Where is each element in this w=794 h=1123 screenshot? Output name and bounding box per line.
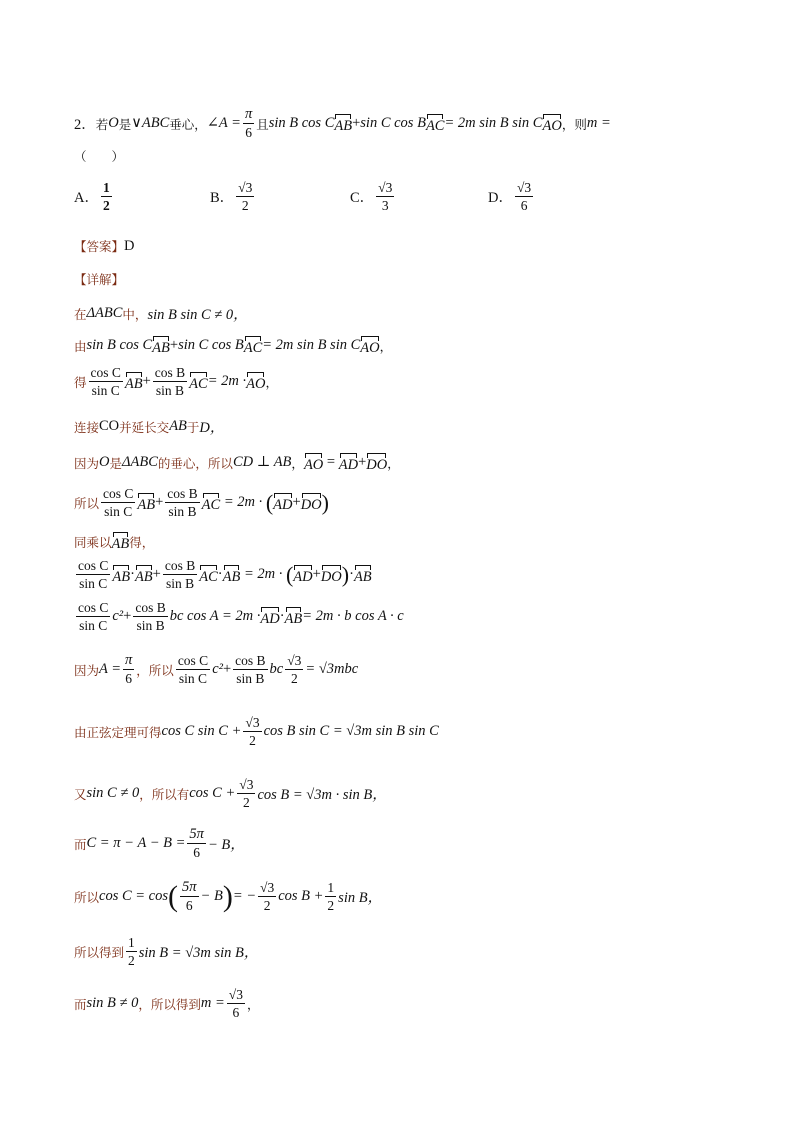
answer-line bbox=[74, 237, 135, 255]
solution-line-16: 而 sin B ≠ 0 ，所以得到 m = $\frac{√3}{6}$ ， bbox=[74, 987, 260, 1020]
solution-line-3: 得 $\frac{\text{cos C}}{\text{sin C}}$ AB + $\frac{\text{cos B}}{\text{sin B}}$ AC = 2m · AO ， bbox=[74, 365, 278, 398]
vector-ao: AO bbox=[542, 112, 561, 135]
option-c[interactable]: C． $\frac{√3}{3}$ bbox=[350, 180, 393, 213]
question-number: 2． bbox=[74, 117, 96, 133]
solution-line-13: 而 C = π − A − B = $\frac{5\pi}{6}$ − B， bbox=[74, 826, 245, 860]
answer-value: D bbox=[124, 237, 135, 254]
question-paren: （ ） bbox=[74, 149, 125, 164]
option-d[interactable]: D． $\frac{√3}{6}$ bbox=[488, 180, 532, 213]
option-a[interactable]: A． $\frac{1}{2}$ bbox=[74, 180, 110, 213]
solution-line-2: 由 sin B cos C AB + sin C cos B AC = 2m sin B sin C AO ， bbox=[74, 334, 392, 357]
vector-ac: AC bbox=[426, 112, 445, 135]
solution-line-9: $\frac{\text{cos C}}{\text{sin C}}$ c² + $\frac{\text{cos B}}{\text{sin B}}$ bc cos A = 2m · AD · AB = 2m · b cos A · c bbox=[78, 600, 404, 633]
option-b[interactable]: B． $\frac{√3}{2}$ bbox=[210, 180, 253, 213]
solution-line-4: 连接 CO 并延长交 AB 于 D， bbox=[74, 418, 225, 436]
solution-line-6: 所以 $\frac{\text{cos C}}{\text{sin C}}$ AB + $\frac{\text{cos B}}{\text{sin B}}$ AC = 2m · ( AD + DO ) bbox=[74, 486, 329, 519]
solution-line-14: 所以 cos C = cos ( $\frac{5\pi}{6}$ − B ) = − $\frac{√3}{2}$ cos B + $\frac{1}{2}$ sin B， bbox=[74, 879, 383, 913]
solution-line-8: $\frac{\text{cos C}}{\text{sin C}}$ AB · AB + $\frac{\text{cos B}}{\text{sin B}}$ AC · AB = 2m · ( AD + DO ) · AB bbox=[78, 558, 372, 591]
solution-line-10: 因为 A = $\frac{\pi}{6}$ ，所以 $\frac{\text{cos C}}{\text{sin C}}$ c² + $\frac{\text{cos B}}{\text{sin B}}$ bc $\frac{√3}{2}$ = √3mbc bbox=[74, 652, 359, 686]
solution-line-15: 所以得到 $\frac{1}{2}$ sin B = √3m sin B， bbox=[74, 935, 259, 968]
solution-line-5: 因为 O 是 ΔABC 的垂心，所以 CD ⊥ AB ， AO = AD + DO ， bbox=[74, 451, 400, 474]
detail-label: 【详解】 bbox=[74, 272, 125, 287]
solution-line-11: 由正弦定理可得 cos C sin C + $\frac{√3}{2}$ cos B sin C = √3m sin B sin C bbox=[74, 715, 439, 748]
vector-ab: AB bbox=[334, 112, 352, 135]
question-line: 2． 若 O 是 ∨ABC 垂心， ∠A = $\frac{\pi}{6}$ 且 sin B cos C AB + sin C cos B AC = 2m sin B sin C AO ，则 m = bbox=[74, 106, 611, 140]
answer-label: 【答案】 bbox=[74, 239, 125, 254]
solution-line-12: 又 sin C ≠ 0 ，所以有 cos C + $\frac{√3}{2}$ cos B = √3m · sin B， bbox=[74, 777, 387, 810]
pi-over-six: $\frac{\pi}{6}$ bbox=[244, 106, 253, 140]
solution-line-1: 在 ΔABC 中， sin B sin C ≠ 0， bbox=[74, 305, 248, 323]
solution-line-7: 同乘以 AB 得， bbox=[74, 530, 154, 553]
